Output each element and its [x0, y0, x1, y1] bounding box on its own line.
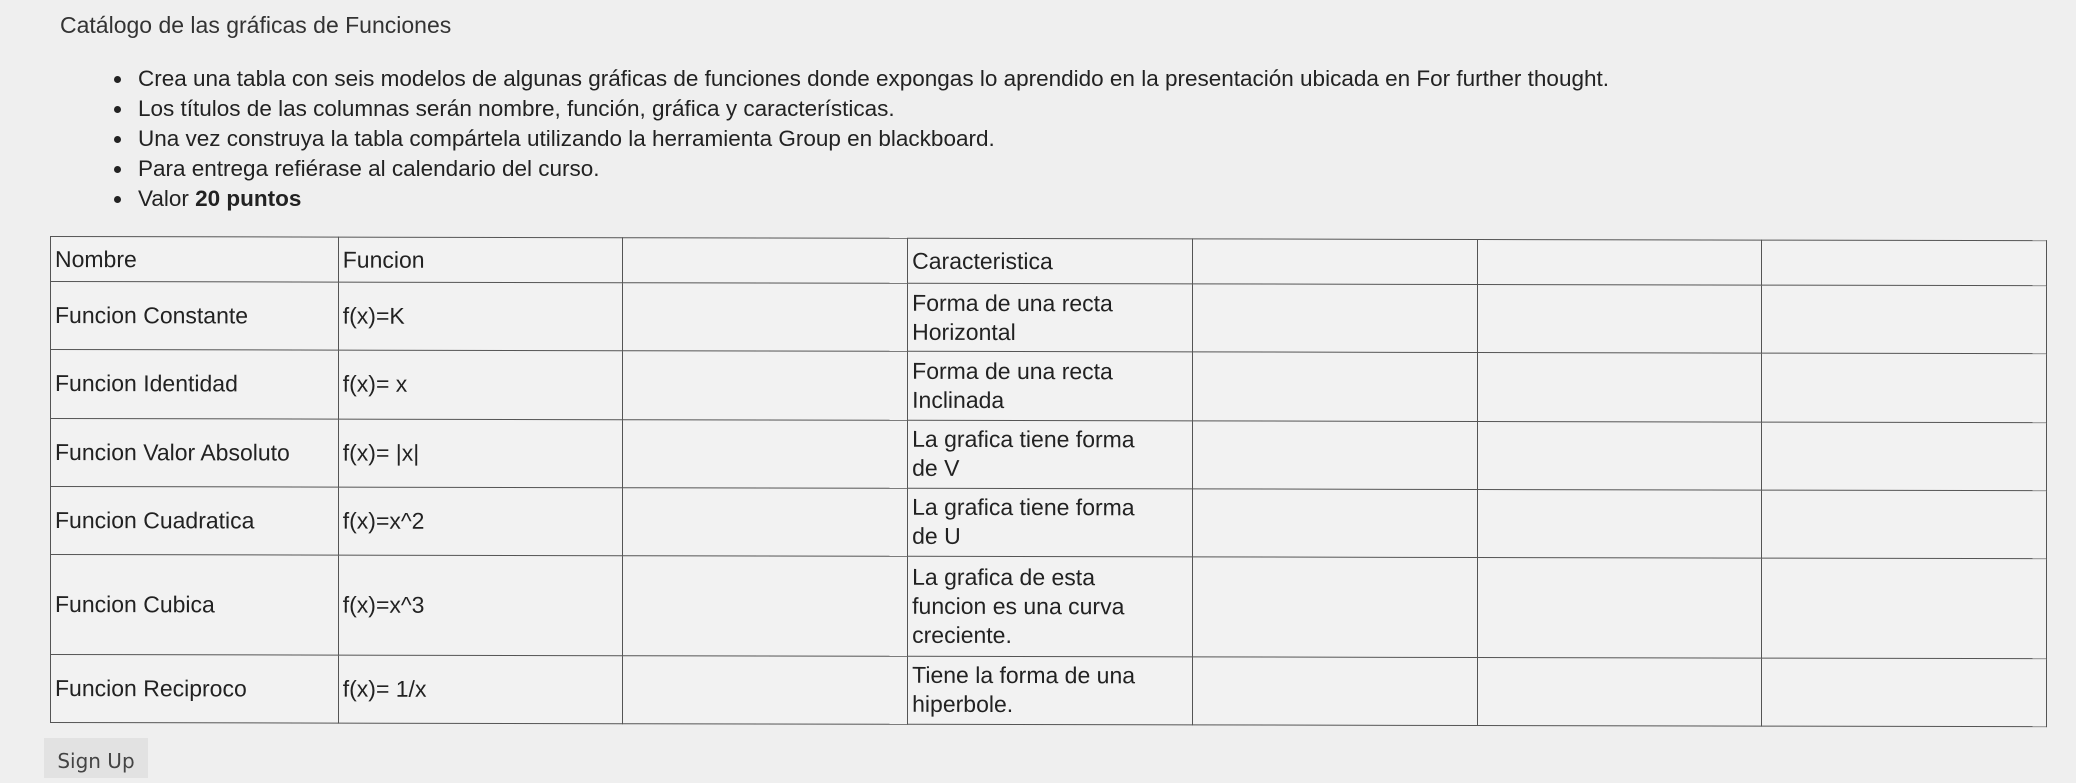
- table-row: [51, 350, 2047, 422]
- cell-grafica: [623, 655, 908, 724]
- cell-caracteristica: La grafica tiene forma de V: [908, 420, 1193, 489]
- instruction-text: Una vez construya la tabla compártela utilizando la herramienta Group en blackboard.: [138, 126, 995, 151]
- instruction-text: Los títulos de las columnas serán nombre, función, gráfica y características.: [138, 96, 895, 121]
- table-row: [51, 654, 2047, 727]
- header-cell-caracteristica: Caracteristica: [908, 238, 1193, 284]
- cell-funcion: f(x)= x: [338, 350, 623, 419]
- cell-empty: [1762, 422, 2047, 491]
- cell-nombre: Funcion Cuadratica: [51, 486, 339, 555]
- cell-empty: [1192, 420, 1477, 489]
- cell-caracteristica: La grafica de esta funcion es una curva creciente.: [908, 556, 1193, 656]
- cell-grafica: [623, 419, 908, 488]
- cell-empty: [1192, 284, 1477, 353]
- sign-up-button[interactable]: Sign Up: [44, 738, 148, 778]
- cell-caracteristica: Forma de una recta Horizontal: [908, 283, 1193, 352]
- cell-caracteristica: La grafica tiene forma de U: [908, 488, 1193, 557]
- cell-empty: [1192, 489, 1477, 558]
- cell-nombre: Funcion Valor Absoluto: [51, 418, 339, 487]
- cell-nombre: Funcion Constante: [51, 282, 339, 351]
- cell-funcion: f(x)= |x|: [338, 419, 623, 488]
- functions-table: [50, 236, 2047, 727]
- cell-nombre: Funcion Identidad: [51, 350, 339, 419]
- table-row: [51, 282, 2047, 354]
- cell-empty: [1762, 490, 2047, 559]
- instruction-item: [134, 154, 1609, 184]
- instruction-text: Crea una tabla con seis modelos de algunas gráficas de funciones donde expongas lo aprendido en la presentación ubicada en For further thought.: [138, 66, 1609, 91]
- cell-empty: [1192, 352, 1477, 421]
- header-cell-grafica: [623, 238, 908, 284]
- instruction-points: 20 puntos: [195, 186, 302, 211]
- cell-grafica: [623, 283, 908, 352]
- cell-empty: [1477, 421, 1762, 490]
- header-cell-funcion: Funcion: [338, 237, 623, 283]
- cell-empty: [1192, 557, 1477, 657]
- table-row: [51, 486, 2047, 558]
- cell-nombre: Funcion Cubica: [51, 555, 339, 655]
- cell-grafica: [623, 487, 908, 556]
- cell-empty: [1477, 557, 1762, 657]
- table-row: [51, 418, 2047, 490]
- cell-nombre: Funcion Reciproco: [51, 654, 339, 723]
- cell-empty: [1477, 284, 1762, 353]
- header-cell-empty: [1192, 239, 1477, 285]
- cell-funcion: f(x)=x^2: [338, 487, 623, 556]
- cell-funcion: f(x)=K: [338, 282, 623, 351]
- cell-grafica: [623, 351, 908, 420]
- instruction-item: [134, 124, 1609, 154]
- table-body: [51, 237, 2047, 727]
- cell-caracteristica: Forma de una recta Inclinada: [908, 352, 1193, 421]
- cell-empty: [1762, 285, 2047, 354]
- table-row: [51, 555, 2047, 659]
- instruction-item: [134, 94, 1609, 124]
- instructions-list: [108, 64, 1609, 214]
- cell-empty: [1477, 353, 1762, 422]
- cell-empty: [1762, 558, 2047, 658]
- table-header-row: [51, 237, 2047, 286]
- cell-caracteristica: Tiene la forma de una hiperbole.: [908, 656, 1193, 725]
- cell-funcion: f(x)= 1/x: [338, 655, 623, 724]
- cell-funcion: f(x)=x^3: [338, 555, 623, 655]
- header-cell-nombre: Nombre: [51, 237, 339, 283]
- instruction-item: [134, 184, 1609, 214]
- header-cell-empty: [1477, 239, 1762, 285]
- cell-empty: [1192, 657, 1477, 726]
- cell-empty: [1762, 658, 2047, 727]
- page-title: Catálogo de las gráficas de Funciones: [60, 12, 452, 38]
- cell-grafica: [623, 556, 908, 656]
- cell-empty: [1477, 657, 1762, 726]
- cell-empty: [1762, 353, 2047, 422]
- instruction-text: Para entrega refiérase al calendario del curso.: [138, 156, 600, 181]
- header-cell-empty: [1762, 240, 2047, 286]
- instruction-item: [134, 64, 1609, 94]
- cell-empty: [1477, 489, 1762, 558]
- instruction-text: Valor: [138, 186, 196, 211]
